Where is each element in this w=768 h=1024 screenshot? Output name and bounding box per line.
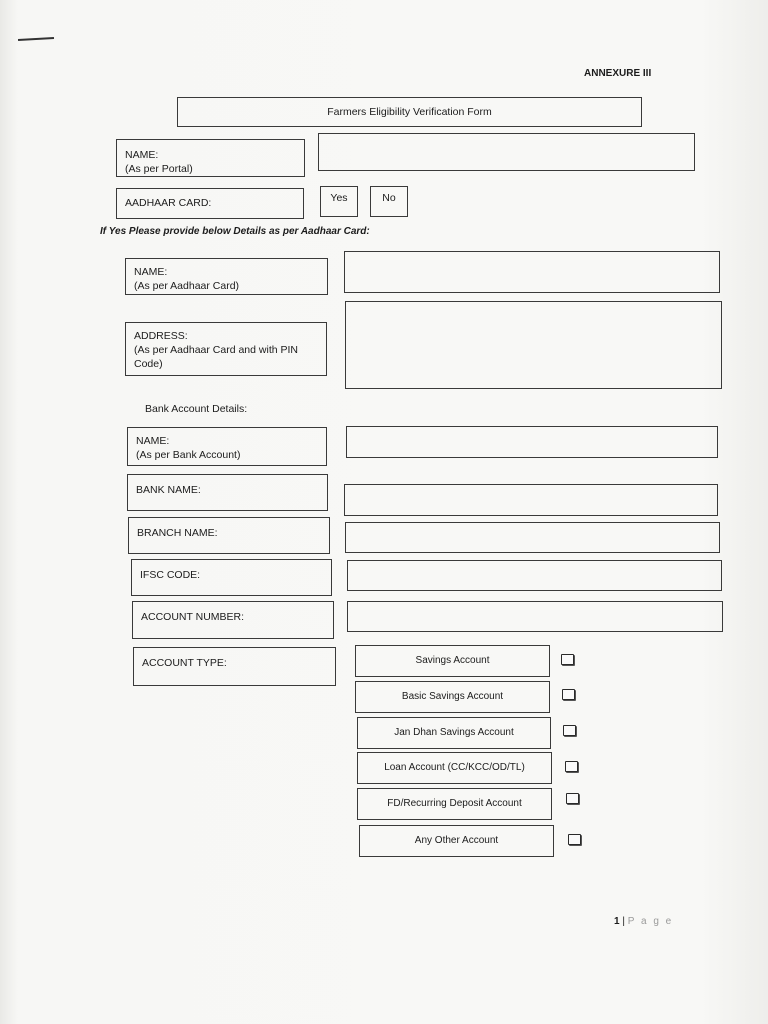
account-number-field[interactable] (347, 601, 723, 632)
annexure-label: ANNEXURE III (584, 68, 652, 79)
aadhaar-address-label-text: ADDRESS: (134, 330, 188, 342)
aadhaar-name-label-text: NAME: (134, 266, 168, 278)
account-type-loan (357, 752, 552, 784)
aadhaar-name-field[interactable] (344, 251, 720, 293)
aadhaar-yes-option[interactable] (320, 186, 358, 217)
portal-name-label-text: NAME: (125, 149, 159, 161)
ifsc-code-label-text: IFSC CODE: (140, 569, 201, 581)
bank-name-field[interactable] (344, 484, 718, 516)
form-title (177, 97, 642, 127)
aadhaar-name-label (125, 258, 328, 295)
aadhaar-card-label-text: AADHAAR CARD: (125, 197, 212, 209)
loan-checkbox[interactable] (565, 761, 578, 772)
ifsc-code-field[interactable] (347, 560, 722, 591)
branch-name-label (128, 517, 330, 554)
aadhaar-yes-text: Yes (330, 192, 348, 204)
account-type-basic-savings (355, 681, 550, 713)
page-number: 1 (614, 916, 620, 927)
portal-name-field[interactable] (318, 133, 695, 171)
fd-rd-checkbox[interactable] (566, 793, 579, 804)
bank-name-label (127, 474, 328, 511)
bank-account-name-label-sub: (As per Bank Account) (136, 449, 241, 461)
account-type-fd-rd-text: FD/Recurring Deposit Account (387, 798, 522, 809)
form-title-text: Farmers Eligibility Verification Form (327, 106, 492, 118)
aadhaar-section-title: If Yes Please provide below Details as per Aadhaar Card: (100, 226, 370, 237)
basic-savings-checkbox[interactable] (562, 689, 575, 700)
account-type-label-text: ACCOUNT TYPE: (142, 657, 227, 669)
scan-edge-mark (18, 37, 54, 41)
branch-name-label-text: BRANCH NAME: (137, 527, 218, 539)
ifsc-code-label (131, 559, 332, 596)
aadhaar-address-label (125, 322, 327, 376)
jan-dhan-checkbox[interactable] (563, 725, 576, 736)
aadhaar-address-label-sub: (As per Aadhaar Card and with PIN Code) (134, 344, 299, 370)
account-type-basic-savings-text: Basic Savings Account (401, 691, 504, 702)
bank-account-name-label-text: NAME: (136, 435, 170, 447)
account-type-savings-text: Savings Account (415, 655, 490, 666)
aadhaar-address-field[interactable] (345, 301, 722, 389)
aadhaar-card-label (116, 188, 304, 219)
aadhaar-no-text: No (382, 192, 396, 204)
account-type-savings (355, 645, 550, 677)
account-type-other (359, 825, 554, 857)
page-word: P a g e (627, 916, 674, 927)
account-type-loan-text: Loan Account (CC/KCC/OD/TL) (384, 762, 525, 773)
account-number-label (132, 601, 334, 639)
page-separator: | (622, 916, 625, 927)
account-type-fd-rd (357, 788, 552, 820)
branch-name-field[interactable] (345, 522, 720, 553)
account-type-label (133, 647, 336, 686)
bank-section-title: Bank Account Details: (145, 403, 248, 415)
aadhaar-no-option[interactable] (370, 186, 408, 217)
aadhaar-name-label-sub: (As per Aadhaar Card) (134, 280, 240, 292)
account-type-jan-dhan (357, 717, 551, 749)
portal-name-label-sub: (As per Portal) (125, 163, 193, 175)
account-type-jan-dhan-text: Jan Dhan Savings Account (394, 727, 514, 738)
page-footer (614, 916, 673, 927)
savings-checkbox[interactable] (561, 654, 574, 665)
other-account-checkbox[interactable] (568, 834, 581, 845)
account-number-label-text: ACCOUNT NUMBER: (141, 611, 245, 623)
portal-name-label (116, 139, 305, 177)
bank-name-label-text: BANK NAME: (136, 484, 201, 496)
account-type-other-text: Any Other Account (414, 835, 499, 846)
bank-account-name-label (127, 427, 327, 466)
bank-account-name-field[interactable] (346, 426, 718, 458)
